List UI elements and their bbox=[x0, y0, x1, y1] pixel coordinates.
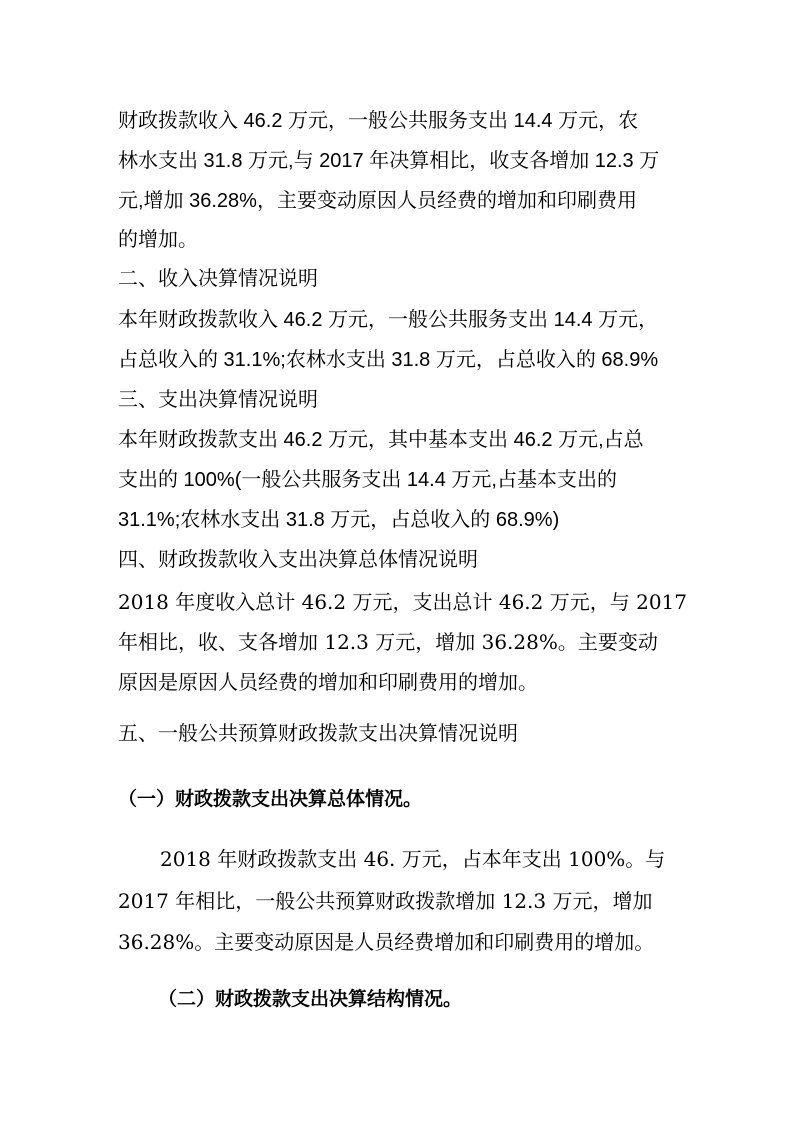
section-5-sub-1-line-2: 2017 年相比，一般公共预算财政拨款增加 12.3 万元，增加 bbox=[118, 889, 653, 913]
section-5-sub-1-heading: （一）财政拨款支出决算总体情况。 bbox=[118, 789, 423, 810]
section-4-line-2: 年相比，收、支各增加 12.3 万元，增加 36.28%。主要变动 bbox=[118, 630, 658, 654]
section-5-sub-2-heading: （二）财政拨款支出决算结构情况。 bbox=[158, 989, 463, 1010]
section-3-line-2: 支出的 100%(一般公共服务支出 14.4 万元,占基本支出的 bbox=[118, 469, 617, 491]
section-4-heading: 四、财政拨款收入支出决算总体情况说明 bbox=[118, 549, 478, 571]
section-4-line-1: 2018 年度收入总计 46.2 万元，支出总计 46.2 万元，与 2017 bbox=[118, 590, 688, 614]
intro-line-4: 的增加。 bbox=[118, 229, 198, 251]
intro-line-2: 林水支出 31.8 万元,与 2017 年决算相比，收支各增加 12.3 万 bbox=[118, 150, 660, 172]
section-2-heading: 二、收入决算情况说明 bbox=[118, 268, 318, 290]
section-5-sub-1-line-3: 36.28%。主要变动原因是人员经费增加和印刷费用的增加。 bbox=[118, 930, 655, 954]
section-4-line-3: 原因是原因人员经费的增加和印刷费用的增加。 bbox=[118, 670, 538, 694]
section-5-sub-1-line-1: 2018 年财政拨款支出 46. 万元，占本年支出 100%。与 bbox=[160, 847, 666, 871]
section-3-line-1: 本年财政拨款支出 46.2 万元，其中基本支出 46.2 万元,占总 bbox=[118, 429, 644, 451]
section-2-line-1: 本年财政拨款收入 46.2 万元，一般公共服务支出 14.4 万元， bbox=[118, 309, 659, 331]
section-3-heading: 三、支出决算情况说明 bbox=[118, 389, 318, 411]
section-2-line-2: 占总收入的 31.1%;农林水支出 31.8 万元，占总收入的 68.9% bbox=[118, 349, 659, 371]
section-5-heading: 五、一般公共预算财政拨款支出决算情况说明 bbox=[118, 723, 518, 745]
intro-line-3: 元,增加 36.28%，主要变动原因人员经费的增加和印刷费用 bbox=[118, 190, 637, 212]
section-3-line-3: 31.1%;农林水支出 31.8 万元，占总收入的 68.9%) bbox=[118, 509, 560, 531]
intro-line-1: 财政拨款收入 46.2 万元，一般公共服务支出 14.4 万元，农 bbox=[118, 110, 639, 132]
